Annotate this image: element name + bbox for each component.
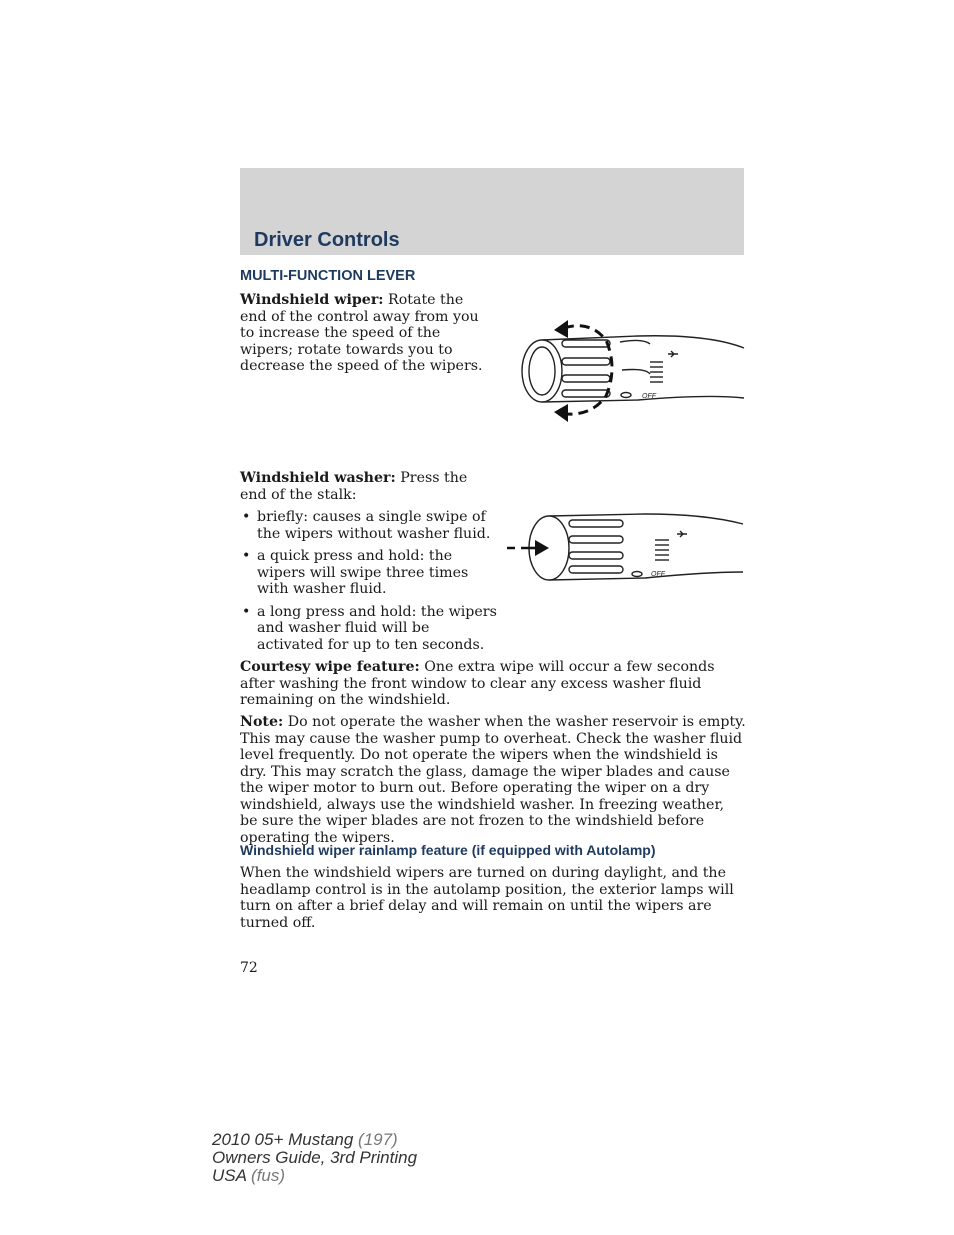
footer-model-code: (197) [353,1130,398,1149]
heading-rainlamp-feature: Windshield wiper rainlamp feature (if equipped with Autolamp) [240,842,656,858]
footer-market: USA [212,1166,247,1185]
off-label: OFF [651,571,665,578]
label-courtesy-wipe: Courtesy wipe feature: [240,659,420,675]
label-windshield-wiper: Windshield wiper: [240,292,384,308]
text-windshield-washer: Press the end of the stalk: [240,470,468,503]
document-footer [212,1131,417,1185]
paragraph-note [240,714,746,846]
paragraph-windshield-washer [240,470,490,503]
section-header-band [240,168,744,255]
list-item: • a quick press and hold: the wipers will swipe three times with washer fluid. [240,548,500,598]
label-windshield-washer: Windshield washer: [240,470,396,486]
footer-model: 2010 05+ Mustang [212,1130,354,1149]
footer-line-1 [212,1131,417,1149]
off-label: OFF [642,393,656,400]
text-note: Do not operate the washer when the washer reservoir is empty. This may cause the washer pump to overheat. Check the washer fluid level frequently. Do not operate the wipers when the windshield is dry. This may scratch the glass, damage the wiper blades and cause the wiper motor to burn out. Before operating the wiper on a dry windshield, always use the windshield washer. In freezing weather, be sure the wiper blades are not frozen to the windshield before operating the wipers. [240,714,746,846]
page-number: 72 [240,960,258,976]
paragraph-courtesy-wipe [240,659,744,709]
footer-line-3 [212,1167,417,1185]
list-item: • briefly: causes a single swipe of the wipers without washer fluid. [240,509,500,542]
footer-line-2: Owners Guide, 3rd Printing [212,1148,418,1167]
list-item: • a long press and hold: the wipers and washer fluid will be activated for up to ten seconds. [240,604,500,654]
washer-options-list [240,509,500,659]
wiper-rotation-illustration [518,318,746,422]
footer-market-code: (fus) [246,1166,286,1185]
paragraph-windshield-wiper [240,292,490,375]
heading-multi-function-lever: MULTI-FUNCTION LEVER [240,268,416,284]
text-courtesy-wipe: One extra wipe will occur a few seconds after washing the front window to clear any excess washer fluid remaining on the windshield. [240,659,715,708]
washer-press-illustration [505,510,745,586]
paragraph-rainlamp: When the windshield wipers are turned on during daylight, and the headlamp control is in the autolamp position, the exterior lamps will turn on after a brief delay and will remain on until the wipers are turned off. [240,865,734,931]
text-windshield-wiper: Rotate the end of the control away from you to increase the speed of the wipers; rotate towards you to decrease the speed of the wipers. [240,292,483,374]
section-title: Driver Controls [254,229,400,251]
label-note: Note: [240,714,284,730]
